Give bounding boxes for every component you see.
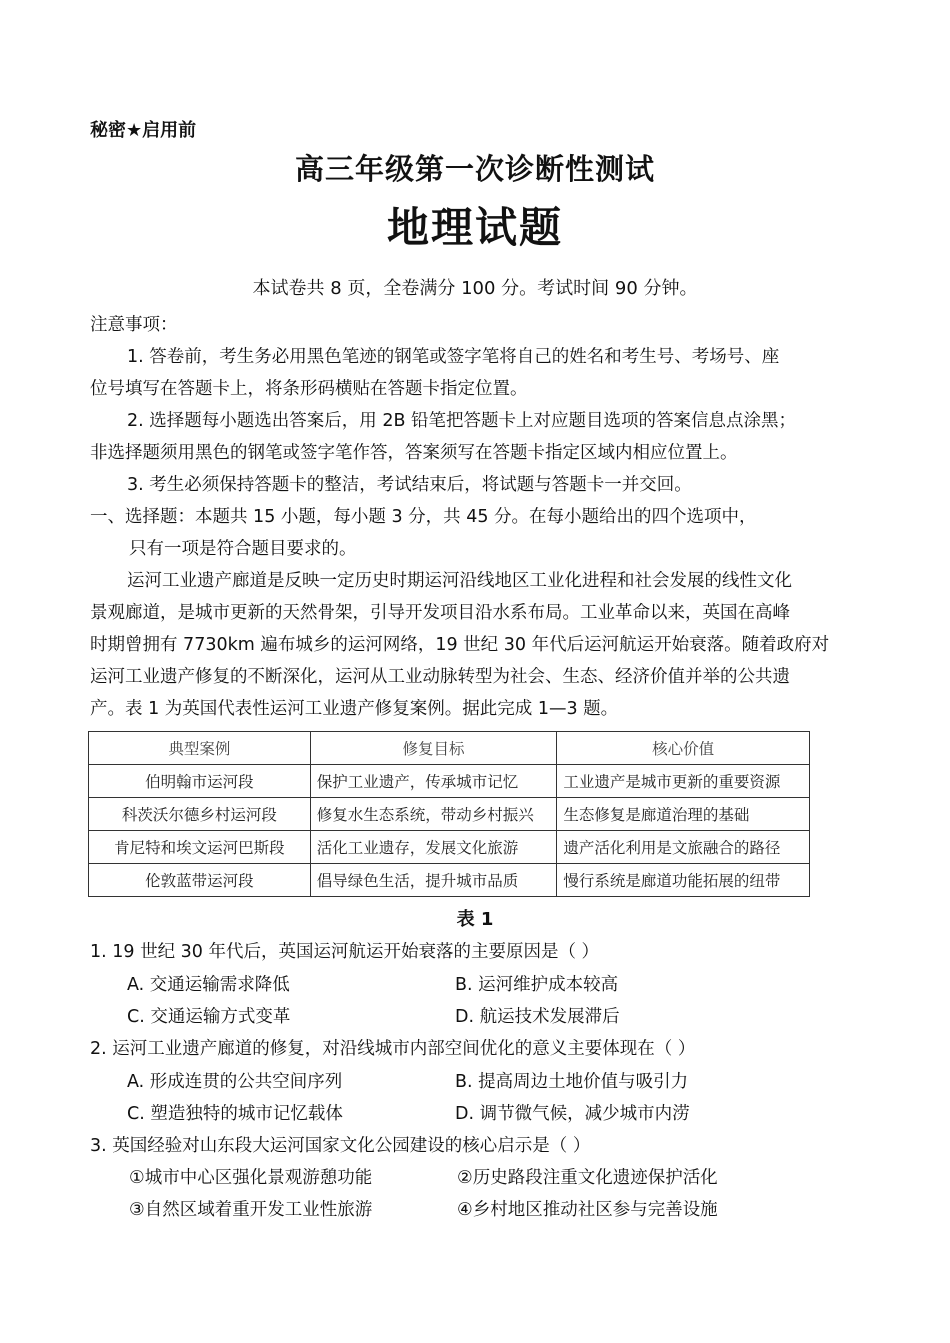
question-1: 1. 19 世纪 30 年代后，英国运河航运开始衰落的主要原因是（ ） bbox=[90, 942, 600, 962]
notice-item-2-line-2: 非选择题须用黑色的钢笔或签字笔作答，答案须写在答题卡指定区域内相应位置上。 bbox=[90, 443, 738, 463]
table-cell: 保护工业遗产，传承城市记忆 bbox=[310, 765, 557, 798]
confidential-mark: 秘密★启用前 bbox=[90, 120, 197, 141]
question-1-option-a: A. 交通运输需求降低 bbox=[127, 975, 290, 995]
question-3-option-4: ④乡村地区推动社区参与完善设施 bbox=[457, 1200, 718, 1220]
question-1-option-b: B. 运河维护成本较高 bbox=[455, 975, 619, 995]
section-heading-line-2: 只有一项是符合题目要求的。 bbox=[129, 539, 357, 559]
table-header: 核心价值 bbox=[557, 732, 810, 765]
question-2-option-d: D. 调节微气候，减少城市内涝 bbox=[455, 1104, 690, 1124]
question-2-option-c: C. 塑造独特的城市记忆载体 bbox=[127, 1104, 343, 1124]
table-cell: 生态修复是廊道治理的基础 bbox=[557, 798, 810, 831]
case-table bbox=[88, 731, 810, 897]
table-cell: 修复水生态系统，带动乡村振兴 bbox=[310, 798, 557, 831]
notice-item-1-line-2: 位号填写在答题卡上，将条形码横贴在答题卡指定位置。 bbox=[90, 379, 528, 399]
table-caption: 表 1 bbox=[456, 909, 494, 930]
passage-line-3: 时期曾拥有 7730km 遍布城乡的运河网络，19 世纪 30 年代后运河航运开始衰落。随着政府对 bbox=[90, 635, 830, 655]
question-3-option-1: ①城市中心区强化景观游憩功能 bbox=[129, 1168, 373, 1188]
question-2-option-a: A. 形成连贯的公共空间序列 bbox=[127, 1072, 343, 1092]
notice-item-1-line-1: 1. 答卷前，考生务必用黑色笔迹的钢笔或签字笔将自己的姓名和考生号、考场号、座 bbox=[127, 347, 780, 367]
table-row bbox=[89, 864, 810, 897]
passage-line-4: 运河工业遗产修复的不断深化，运河从工业动脉转型为社会、生态、经济价值并举的公共遗 bbox=[90, 667, 790, 687]
table-header-row bbox=[89, 732, 810, 765]
exam-info: 本试卷共 8 页，全卷满分 100 分。考试时间 90 分钟。 bbox=[252, 278, 698, 299]
passage-line-5: 产。表 1 为英国代表性运河工业遗产修复案例。据此完成 1—3 题。 bbox=[90, 699, 619, 719]
question-1-option-d: D. 航运技术发展滞后 bbox=[455, 1007, 620, 1027]
table-row bbox=[89, 798, 810, 831]
notice-item-2-line-1: 2. 选择题每小题选出答案后，用 2B 铅笔把答题卡上对应题目选项的答案信息点涂黑； bbox=[127, 411, 797, 431]
passage-line-1: 运河工业遗产廊道是反映一定历史时期运河沿线地区工业化进程和社会发展的线性文化 bbox=[127, 571, 792, 591]
table-cell: 伦敦蓝带运河段 bbox=[89, 864, 311, 897]
notice-heading: 注意事项： bbox=[90, 315, 178, 335]
table-cell: 慢行系统是廊道功能拓展的纽带 bbox=[557, 864, 810, 897]
table-cell: 活化工业遗存，发展文化旅游 bbox=[310, 831, 557, 864]
exam-title: 高三年级第一次诊断性测试 bbox=[294, 152, 655, 186]
table-row bbox=[89, 765, 810, 798]
table-cell: 倡导绿色生活，提升城市品质 bbox=[310, 864, 557, 897]
table-cell: 伯明翰市运河段 bbox=[89, 765, 311, 798]
table-cell: 肯尼特和埃文运河巴斯段 bbox=[89, 831, 311, 864]
subject-title: 地理试题 bbox=[386, 203, 563, 252]
table-cell: 科茨沃尔德乡村运河段 bbox=[89, 798, 311, 831]
table-row bbox=[89, 831, 810, 864]
question-1-option-c: C. 交通运输方式变革 bbox=[127, 1007, 291, 1027]
question-2-option-b: B. 提高周边土地价值与吸引力 bbox=[455, 1072, 689, 1092]
notice-item-3: 3. 考生必须保持答题卡的整洁，考试结束后，将试题与答题卡一并交回。 bbox=[127, 475, 692, 495]
table-cell: 遗产活化利用是文旅融合的路径 bbox=[557, 831, 810, 864]
question-2: 2. 运河工业遗产廊道的修复，对沿线城市内部空间优化的意义主要体现在（ ） bbox=[90, 1039, 696, 1059]
table-header: 修复目标 bbox=[310, 732, 557, 765]
table-header: 典型案例 bbox=[89, 732, 311, 765]
question-3-option-3: ③自然区域着重开发工业性旅游 bbox=[129, 1200, 373, 1220]
question-3: 3. 英国经验对山东段大运河国家文化公园建设的核心启示是（ ） bbox=[90, 1136, 591, 1156]
question-3-option-2: ②历史路段注重文化遗迹保护活化 bbox=[457, 1168, 718, 1188]
section-heading-line-1: 一、选择题：本题共 15 小题，每小题 3 分，共 45 分。在每小题给出的四个选项中， bbox=[90, 507, 757, 527]
table-cell: 工业遗产是城市更新的重要资源 bbox=[557, 765, 810, 798]
passage-line-2: 景观廊道，是城市更新的天然骨架，引导开发项目沿水系布局。工业革命以来，英国在高峰 bbox=[90, 603, 790, 623]
